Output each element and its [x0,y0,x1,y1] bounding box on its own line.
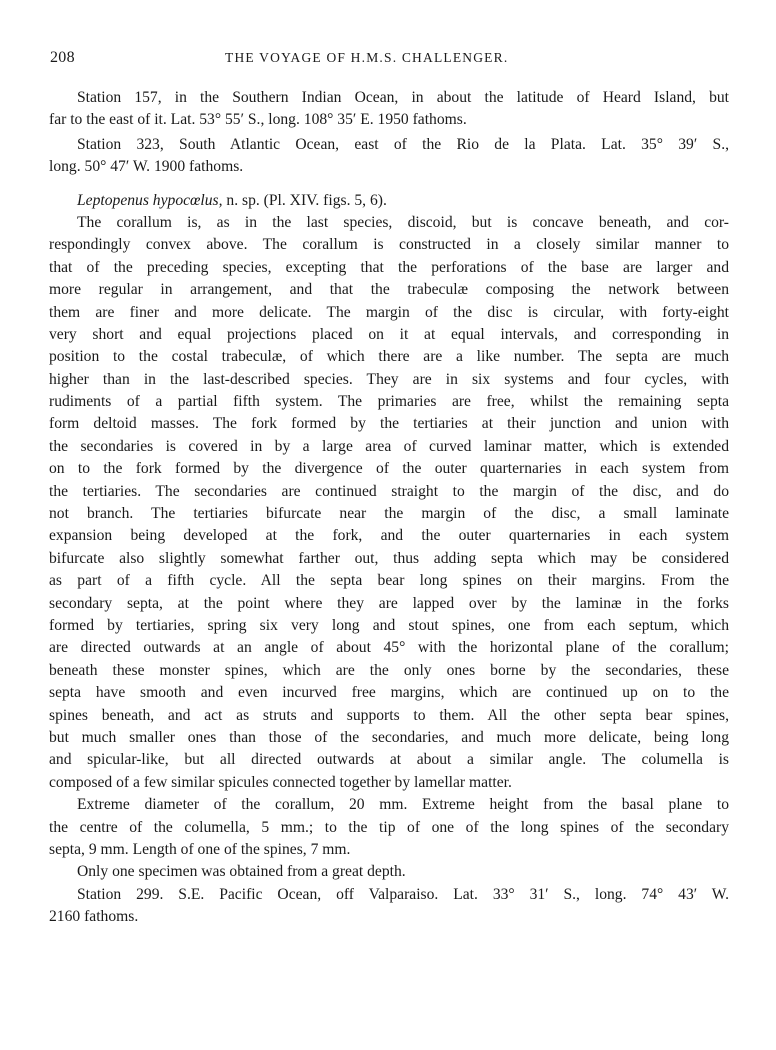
species-heading [49,190,729,212]
text-line: the secondaries is covered in by a large area of curved laminar matter, which is extended [49,437,729,455]
text-line: very short and equal projections placed on it at equal intervals, and corresponding in [49,325,729,343]
text-line: the tertiaries. The secondaries are continued straight to the margin of the disc, and do [49,482,729,500]
text-line: rudiments of a partial fifth system. The primaries are free, whilst the remaining septa [49,393,729,411]
text-line: composed of a few similar spicules connected together by lamellar matter. [49,773,512,791]
text-line: and spicular-like, but all directed outwards at about a similar angle. The columella is [49,751,729,769]
text-line: more regular in arrangement, and that the trabeculæ composing the network between [49,281,729,299]
text-line: Only one specimen was obtained from a great depth. [77,863,406,881]
text-line: 2160 fathoms. [49,908,139,926]
running-title: THE VOYAGE OF H.M.S. CHALLENGER. [225,50,509,65]
text-line: not branch. The tertiaries bifurcate near the margin of the disc, a small laminate [49,505,729,523]
paragraph-description [49,212,729,794]
text-line: but much smaller ones than those of the secondaries, and much more delicate, being long [49,728,729,746]
species-heading-line [49,190,729,212]
paragraph-specimen-note [49,861,729,883]
species-name: Leptopenus hypocœlus, [77,191,223,209]
page-number: 208 [50,49,75,66]
text-line: form deltoid masses. The fork formed by the tertiaries at their junction and union with [49,415,729,433]
paragraph-station-299 [49,884,729,929]
text-line: long. 50° 47′ W. 1900 fathoms. [49,158,244,176]
text-line: far to the east of it. Lat. 53° 55′ S., long. 108° 35′ E. 1950 fathoms. [49,111,467,129]
body-text [49,87,729,928]
text-line: formed by tertiaries, spring six very long and stout spines, one from each septum, which [49,616,729,634]
text-line: them are finer and more delicate. The margin of the disc is circular, with forty-eight [49,303,729,321]
text-line: spines beneath, and act as struts and supports to them. All the other septa bear spines, [49,706,729,724]
text-line: The corallum is, as in the last species, discoid, but is concave beneath, and cor- [77,213,729,231]
species-heading-rest: n. sp. (Pl. XIV. figs. 5, 6). [222,191,387,209]
paragraph-station-323 [49,134,729,179]
running-head [50,49,740,71]
text-line: septa have smooth and even incurved free margins, which are continued up on to the [49,684,729,702]
text-line: position to the costal trabeculæ, of which there are a like number. The septa are much [49,348,729,366]
text-line: Station 157, in the Southern Indian Ocean, in about the latitude of Heard Island, but [77,89,729,106]
text-line: that of the preceding species, excepting that the perforations of the base are larger and [49,258,729,276]
text-line: as part of a fifth cycle. All the septa bear long spines on their margins. From the [49,572,729,590]
text-line: respondingly convex above. The corallum is constructed in a closely similar manner to [49,236,729,254]
text-line: Station 323, South Atlantic Ocean, east of the Rio de la Plata. Lat. 35° 39′ S., [77,135,729,153]
text-line: beneath these monster spines, which are the only ones borne by the secondaries, these [49,661,729,679]
paragraph-station-157 [49,87,729,132]
text-line: are directed outwards at an angle of about 45° with the horizontal plane of the corallum; [49,639,729,657]
text-line: on to the fork formed by the divergence of the outer quarternaries in each system from [49,460,729,478]
text-line: the centre of the columella, 5 mm.; to the tip of one of the long spines of the secondary [49,818,729,836]
text-line: bifurcate also slightly somewhat farther out, thus adding septa which may be considered [49,549,729,567]
text-line: expansion being developed at the fork, and the outer quarternaries in each system [49,527,729,545]
text-line: higher than in the last-described species. They are in six systems and four cycles, with [49,370,729,388]
text-line: septa, 9 mm. Length of one of the spines, 7 mm. [49,840,351,858]
text-line: secondary septa, at the point where they are lapped over by the laminæ in the forks [49,594,729,612]
text-line: Extreme diameter of the corallum, 20 mm. Extreme height from the basal plane to [77,796,729,814]
paragraph-measurements [49,794,729,861]
text-line: Station 299. S.E. Pacific Ocean, off Valparaiso. Lat. 33° 31′ S., long. 74° 43′ W. [77,885,729,903]
